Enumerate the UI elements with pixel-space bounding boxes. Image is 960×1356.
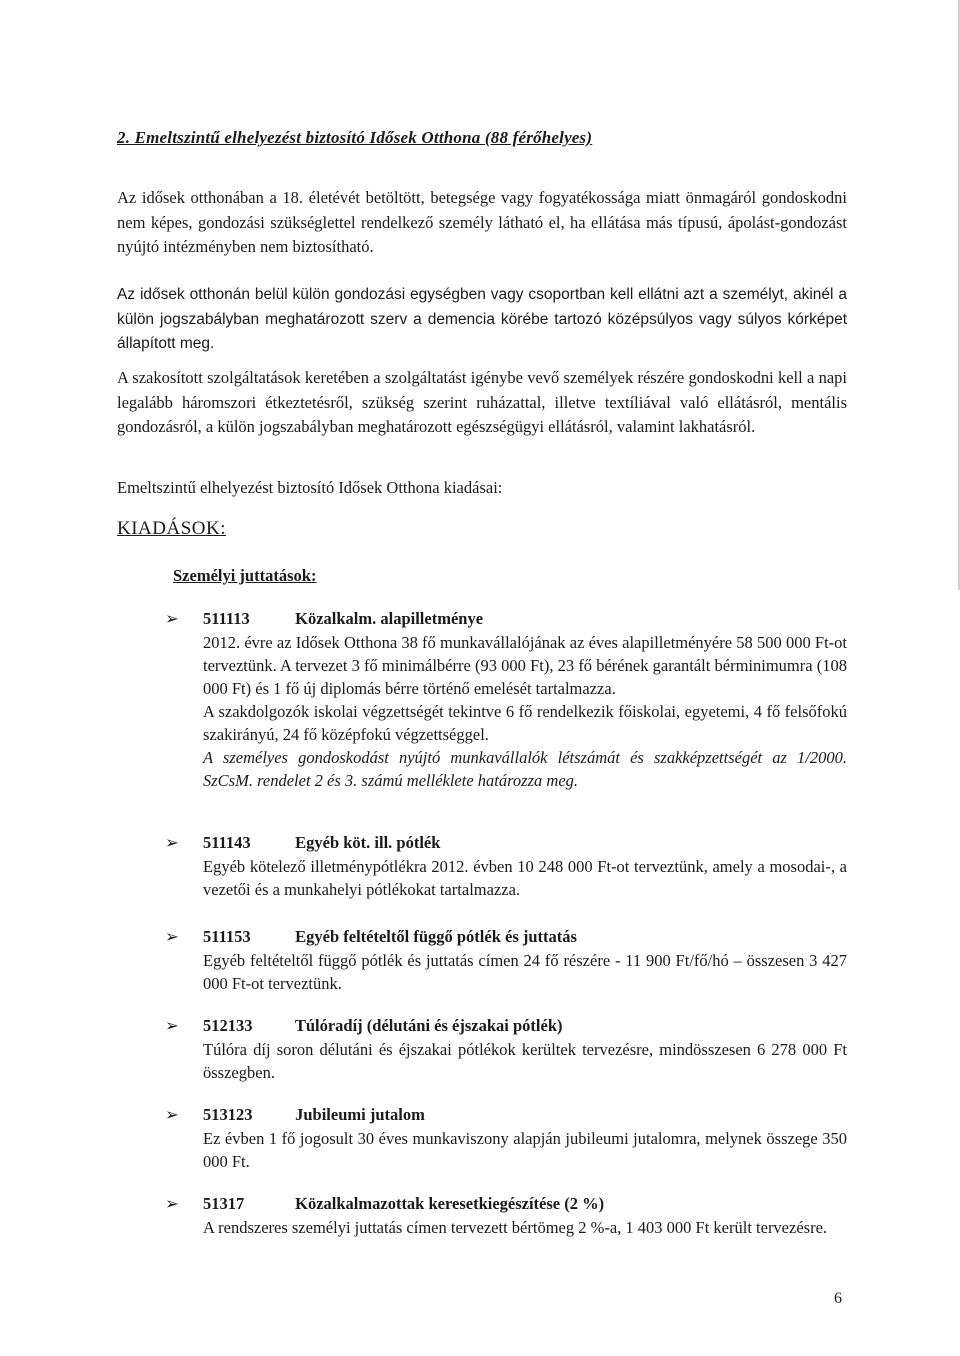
budget-item bbox=[165, 1014, 847, 1084]
budget-item-heading bbox=[165, 831, 847, 855]
budget-item-heading bbox=[165, 607, 847, 631]
budget-item-body bbox=[165, 1038, 847, 1084]
budget-item-code: 511143 bbox=[203, 833, 251, 852]
budget-item bbox=[165, 831, 847, 901]
budget-item-code: 512133 bbox=[203, 1016, 253, 1035]
section-title: 2. Emeltszintű elhelyezést biztosító Idősek Otthona (88 férőhelyes) bbox=[117, 128, 593, 147]
budget-item-text: Túlóra díj soron délutáni és éjszakai pótlékok kerültek tervezésre, mindösszesen 6 278 000 Ft összegben. bbox=[203, 1040, 847, 1082]
budget-item-title: Egyéb feltételtől függő pótlék és juttatás bbox=[295, 927, 577, 946]
budget-item-body bbox=[165, 1216, 847, 1239]
arrow-bullet-icon: ➢ bbox=[165, 833, 179, 852]
budget-item-text: Egyéb feltételtől függő pótlék és juttatás címen 24 fő részére - 11 900 Ft/fő/hó – összesen 3 427 000 Ft-ot terveztünk. bbox=[203, 951, 847, 993]
paragraph-4: Emeltszintű elhelyezést biztosító Idősek Otthona kiadásai: bbox=[117, 478, 503, 497]
arrow-bullet-icon: ➢ bbox=[165, 927, 179, 946]
budget-item-text: Egyéb kötelező illetménypótlékra 2012. évben 10 248 000 Ft-ot terveztünk, amely a mosodai-, a vezetői és a munkahelyi pótlékokat tartalmazza. bbox=[203, 857, 847, 899]
budget-item-code: 511113 bbox=[203, 609, 250, 628]
budget-item-title: Közalkalmazottak keresetkiegészítése (2 %) bbox=[295, 1194, 605, 1213]
budget-item bbox=[165, 925, 847, 995]
budget-item-heading bbox=[165, 1014, 847, 1038]
budget-item-text: 2012. évre az Idősek Otthona 38 fő munkavállalójának az éves alapilletményére 58 500 000 Ft-ot terveztünk. A tervezet 3 fő minimálbérre (93 000 Ft), 23 fő bérének garantált bérminimumra (108 000 Ft) és 1 fő új diplomás bérre történő emelését tartalmazza. bbox=[203, 633, 847, 698]
heading-kiadasok: KIADÁSOK: bbox=[117, 518, 226, 539]
budget-item-text: A szakdolgozók iskolai végzettségét tekintve 6 fő rendelkezik főiskolai, egyetemi, 4 fő felsőfokú szakirányú, 24 fő középfokú végzettséggel. bbox=[203, 702, 847, 744]
budget-item-heading bbox=[165, 925, 847, 949]
budget-item-title: Közalkalm. alapilletménye bbox=[295, 609, 484, 628]
budget-item bbox=[165, 1192, 847, 1239]
arrow-bullet-icon: ➢ bbox=[165, 609, 179, 628]
budget-item-title: Egyéb köt. ill. pótlék bbox=[295, 833, 441, 852]
budget-item-heading bbox=[165, 1103, 847, 1127]
budget-item-body bbox=[165, 631, 847, 792]
arrow-bullet-icon: ➢ bbox=[165, 1194, 179, 1213]
budget-item-note: A személyes gondoskodást nyújtó munkavállalók létszámát és szakképzettségét az 1/2000. SzCsM. rendelet 2 és 3. számú melléklete határozza meg. bbox=[203, 748, 847, 790]
budget-item-heading bbox=[165, 1192, 847, 1216]
paragraph-3: A szakosított szolgáltatások keretében a szolgáltatást igénybe vevő személyek részére gondoskodni kell a napi legalább háromszori étkeztetésről, szükség szerint ruházattal, illetve textíliával való ellátásról, mentális gondozásról, a külön jogszabályban meghatározott egészségügyi ellátásról, valamint lakhatásról. bbox=[117, 368, 847, 436]
budget-item-code: 513123 bbox=[203, 1105, 253, 1124]
budget-item-text: A rendszeres személyi juttatás címen tervezett bértömeg 2 %-a, 1 403 000 Ft került tervezésre. bbox=[203, 1218, 828, 1237]
heading-szemelyi-juttatasok: Személyi juttatások: bbox=[173, 566, 317, 585]
budget-item bbox=[165, 1103, 847, 1173]
budget-item-code: 511153 bbox=[203, 927, 251, 946]
budget-item-body bbox=[165, 855, 847, 901]
paragraph-1: Az idősek otthonában a 18. életévét betöltött, betegsége vagy fogyatékossága miatt önmagáról gondoskodni nem képes, gondozási szükséglettel rendelkező személy látható el, ha ellátása más típusú, ápolást-gondozást nyújtó intézményben nem biztosítható. bbox=[117, 188, 847, 256]
budget-item-body bbox=[165, 1127, 847, 1173]
budget-item bbox=[165, 607, 847, 792]
arrow-bullet-icon: ➢ bbox=[165, 1105, 179, 1124]
page-number: 6 bbox=[834, 1290, 842, 1307]
budget-item-code: 51317 bbox=[203, 1194, 245, 1213]
budget-item-title: Jubileumi jutalom bbox=[295, 1105, 425, 1124]
paragraph-2: Az idősek otthonán belül külön gondozási egységben vagy csoportban kell ellátni azt a személyt, akinél a külön jogszabályban meghatározott szerv a demencia körébe tartozó középsúlyos vagy súlyos kórképet állapított meg. bbox=[117, 286, 847, 352]
budget-item-text: Ez évben 1 fő jogosult 30 éves munkaviszony alapján jubileumi jutalomra, melynek összege 350 000 Ft. bbox=[203, 1129, 847, 1171]
budget-item-body bbox=[165, 949, 847, 995]
budget-item-title: Túlóradíj (délutáni és éjszakai pótlék) bbox=[294, 1016, 563, 1035]
arrow-bullet-icon: ➢ bbox=[165, 1016, 179, 1035]
